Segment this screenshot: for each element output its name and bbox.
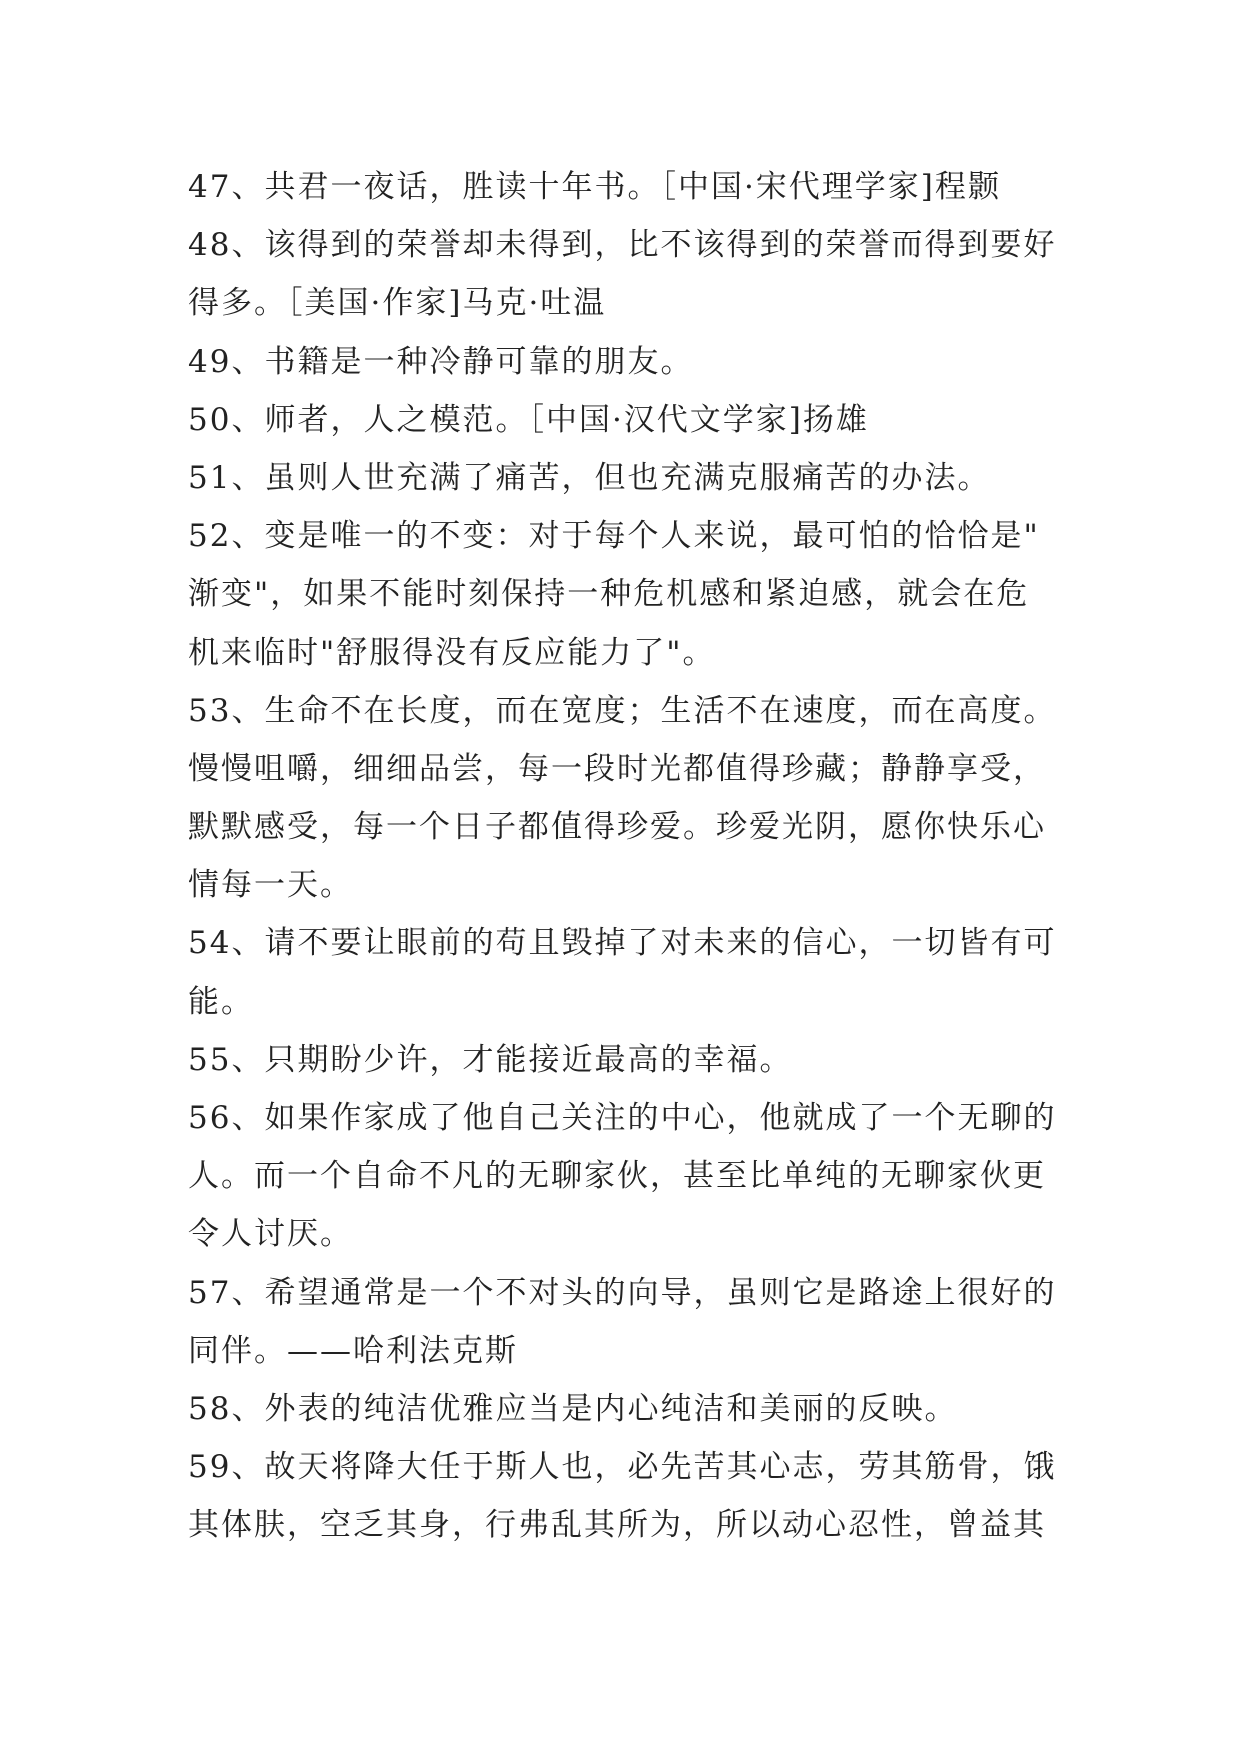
text-line: 48、该得到的荣誉却未得到，比不该得到的荣誉而得到要好 — [188, 227, 1057, 264]
text-line: 50、师者，人之模范。［中国·汉代文学家]扬雄 — [188, 401, 869, 438]
text-line: 令人讨厌。 — [188, 1216, 353, 1253]
text-line: 51、虽则人世充满了痛苦，但也充满克服痛苦的办法。 — [188, 459, 991, 496]
text-line: 56、如果作家成了他自己关注的中心，他就成了一个无聊的 — [188, 1100, 1057, 1136]
quote-list — [188, 158, 1088, 1555]
text-line: 默默感受，每一个日子都值得珍爱。珍爱光阴，愿你快乐心 — [188, 809, 1046, 846]
text-line: 52、变是唯一的不变：对于每个人来说，最可怕的恰恰是" — [188, 518, 1040, 555]
text-line: 58、外表的纯洁优雅应当是内心纯洁和美丽的反映。 — [188, 1390, 958, 1427]
text-line: 慢慢咀嚼，细细品尝，每一段时光都值得珍藏；静静享受， — [188, 750, 1046, 787]
text-line: 得多。［美国·作家]马克·吐温 — [188, 285, 607, 322]
text-line: 49、书籍是一种冷静可靠的朋友。 — [188, 343, 694, 380]
text-line: 人。而一个自命不凡的无聊家伙，甚至比单纯的无聊家伙更 — [188, 1158, 1046, 1195]
text-line: 59、故天将降大任于斯人也，必先苦其心志，劳其筋骨，饿 — [188, 1449, 1057, 1486]
text-line: 渐变"，如果不能时刻保持一种危机感和紧迫感，就会在危 — [188, 576, 1030, 613]
text-line: 54、请不要让眼前的苟且毁掉了对未来的信心，一切皆有可 — [188, 925, 1057, 962]
text-line: 55、只期盼少许，才能接近最高的幸福。 — [188, 1041, 793, 1078]
text-line: 机来临时"舒服得没有反应能力了"。 — [188, 634, 716, 671]
text-line: 53、生命不在长度，而在宽度；生活不在速度，而在高度。 — [188, 692, 1057, 729]
text-line: 同伴。——哈利法克斯 — [188, 1332, 518, 1369]
text-line: 57、希望通常是一个不对头的向导，虽则它是路途上很好的 — [188, 1274, 1057, 1311]
text-line: 47、共君一夜话，胜读十年书。［中国·宋代理学家]程颢 — [188, 169, 1001, 205]
text-line: 情每一天。 — [188, 867, 353, 904]
text-line: 其体肤，空乏其身，行弗乱其所为，所以动心忍性，曾益其 — [188, 1507, 1046, 1544]
text-line: 能。 — [188, 983, 254, 1020]
